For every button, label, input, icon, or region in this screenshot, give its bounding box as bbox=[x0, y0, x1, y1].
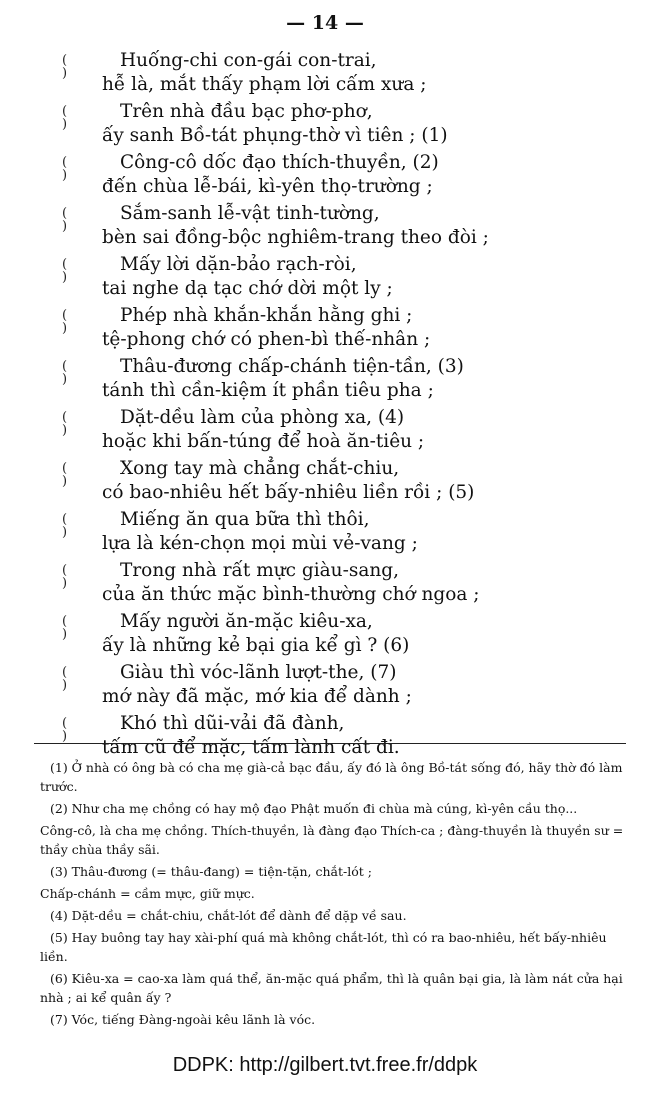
brace-mark: ( ) bbox=[62, 512, 68, 540]
brace-mark: ( ) bbox=[62, 155, 68, 183]
verse-eight: của ăn thức mặc bình-thường chớ ngoa ; bbox=[102, 584, 480, 605]
couplet bbox=[62, 609, 582, 660]
couplet bbox=[62, 660, 582, 711]
verse-six: Miếng ăn qua bữa thì thôi, bbox=[120, 509, 370, 530]
footnote: (5) Hay buông tay hay xài-phí quá mà không chắt-lót, thì có ra bao-nhiêu, hết bấy-nhiêu liền. bbox=[40, 930, 607, 964]
couplet bbox=[62, 48, 582, 99]
couplet bbox=[62, 99, 582, 150]
verse-eight: ấy sanh Bồ-tát phụng-thờ vì tiên ; (1) bbox=[102, 125, 448, 146]
verse-eight: đến chùa lễ-bái, kì-yên thọ-trường ; bbox=[102, 176, 433, 197]
couplet bbox=[62, 201, 582, 252]
verse-eight: tai nghe dạ tạc chớ dời một ly ; bbox=[102, 278, 393, 299]
brace-mark: ( ) bbox=[62, 461, 68, 489]
brace-mark: ( ) bbox=[62, 359, 68, 387]
verse-six: Mấy lời dặn-bảo rạch-ròi, bbox=[120, 254, 357, 275]
verse-eight: hễ là, mắt thấy phạm lời cấm xưa ; bbox=[102, 74, 427, 95]
verse-six: Xong tay mà chẳng chắt-chiu, bbox=[120, 458, 400, 479]
verse-eight: có bao-nhiêu hết bấy-nhiêu liền rồi ; (5) bbox=[102, 482, 475, 503]
verse-six: Trong nhà rất mực giàu-sang, bbox=[120, 560, 400, 581]
couplet bbox=[62, 303, 582, 354]
couplet bbox=[62, 507, 582, 558]
verse-eight: lựa là kén-chọn mọi mùi vẻ-vang ; bbox=[102, 533, 418, 554]
verse-eight: ấy là những kẻ bại gia kể gì ? (6) bbox=[102, 635, 410, 656]
footnote: (3) Thâu-đương (= thâu-đang) = tiện-tặn, chắt-lót ; bbox=[50, 864, 372, 879]
verse-six: Huống-chi con-gái con-trai, bbox=[120, 50, 377, 71]
brace-mark: ( ) bbox=[62, 665, 68, 693]
verse-six: Mấy người ăn-mặc kiêu-xa, bbox=[120, 611, 373, 632]
footnotes bbox=[40, 758, 628, 1032]
poem bbox=[62, 48, 582, 762]
verse-six: Khó thì dũi-vải đã đành, bbox=[120, 713, 345, 734]
verse-eight: tánh thì cần-kiệm ít phần tiêu pha ; bbox=[102, 380, 434, 401]
footnote: (6) Kiêu-xa = cao-xa làm quá thể, ăn-mặc quá phẩm, thì là quân bại gia, là làm nát cửa hại nhà ; ai kể quân ấy ? bbox=[40, 971, 623, 1005]
verse-eight: hoặc khi bấn-túng để hoà ăn-tiêu ; bbox=[102, 431, 425, 452]
brace-mark: ( ) bbox=[62, 53, 68, 81]
footnote: Chấp-chánh = cầm mực, giữ mực. bbox=[40, 886, 255, 901]
brace-mark: ( ) bbox=[62, 257, 68, 285]
verse-six: Thâu-đương chấp-chánh tiện-tần, (3) bbox=[120, 356, 464, 377]
verse-six: Dặt-dều làm của phòng xa, (4) bbox=[120, 407, 405, 428]
footnote: (7) Vóc, tiếng Đàng-ngoài kêu lãnh là vóc. bbox=[50, 1012, 316, 1027]
footnote: Công-cô, là cha mẹ chồng. Thích-thuyền, là đàng đạo Thích-ca ; đàng-thuyền là thuyền sư = thầy chùa thầy sãi. bbox=[40, 823, 624, 857]
couplet bbox=[62, 150, 582, 201]
footnote-divider bbox=[34, 743, 626, 744]
couplet bbox=[62, 405, 582, 456]
brace-mark: ( ) bbox=[62, 716, 68, 744]
brace-mark: ( ) bbox=[62, 410, 68, 438]
verse-eight: mớ này đã mặc, mớ kia để dành ; bbox=[102, 686, 412, 707]
brace-mark: ( ) bbox=[62, 563, 68, 591]
verse-eight: tấm cũ để mặc, tấm lành cất đi. bbox=[102, 737, 400, 758]
brace-mark: ( ) bbox=[62, 308, 68, 336]
footnote: (1) Ở nhà có ông bà có cha mẹ già-cả bạc đầu, ấy đó là ông Bồ-tát sống đó, hãy thờ đó làm trước. bbox=[40, 760, 623, 794]
couplet bbox=[62, 354, 582, 405]
couplet bbox=[62, 558, 582, 609]
page-number: — 14 — bbox=[286, 12, 364, 34]
verse-six: Sắm-sanh lễ-vật tinh-tường, bbox=[120, 203, 380, 224]
verse-six: Phép nhà khắn-khắn hằng ghi ; bbox=[120, 305, 413, 326]
couplet bbox=[62, 252, 582, 303]
brace-mark: ( ) bbox=[62, 614, 68, 642]
verse-six: Trên nhà đầu bạc phơ-phơ, bbox=[120, 101, 373, 122]
verse-six: Công-cô dốc đạo thích-thuyền, (2) bbox=[120, 152, 439, 173]
couplet bbox=[62, 456, 582, 507]
verse-eight: bèn sai đồng-bộc nghiêm-trang theo đòi ; bbox=[102, 227, 489, 248]
verse-eight: tệ-phong chớ có phen-bì thế-nhân ; bbox=[102, 329, 431, 350]
brace-mark: ( ) bbox=[62, 206, 68, 234]
couplet bbox=[62, 711, 582, 762]
source-footer: DDPK: http://gilbert.tvt.free.fr/ddpk bbox=[172, 1054, 478, 1076]
verse-six: Giàu thì vóc-lãnh lượt-the, (7) bbox=[120, 662, 397, 683]
footnote: (2) Như cha mẹ chồng có hay mộ đạo Phật muốn đi chùa mà cúng, kì-yên cầu thọ... bbox=[50, 801, 578, 816]
footnote: (4) Dặt-dều = chắt-chiu, chắt-lót để dành để dặp về sau. bbox=[50, 908, 407, 923]
brace-mark: ( ) bbox=[62, 104, 68, 132]
